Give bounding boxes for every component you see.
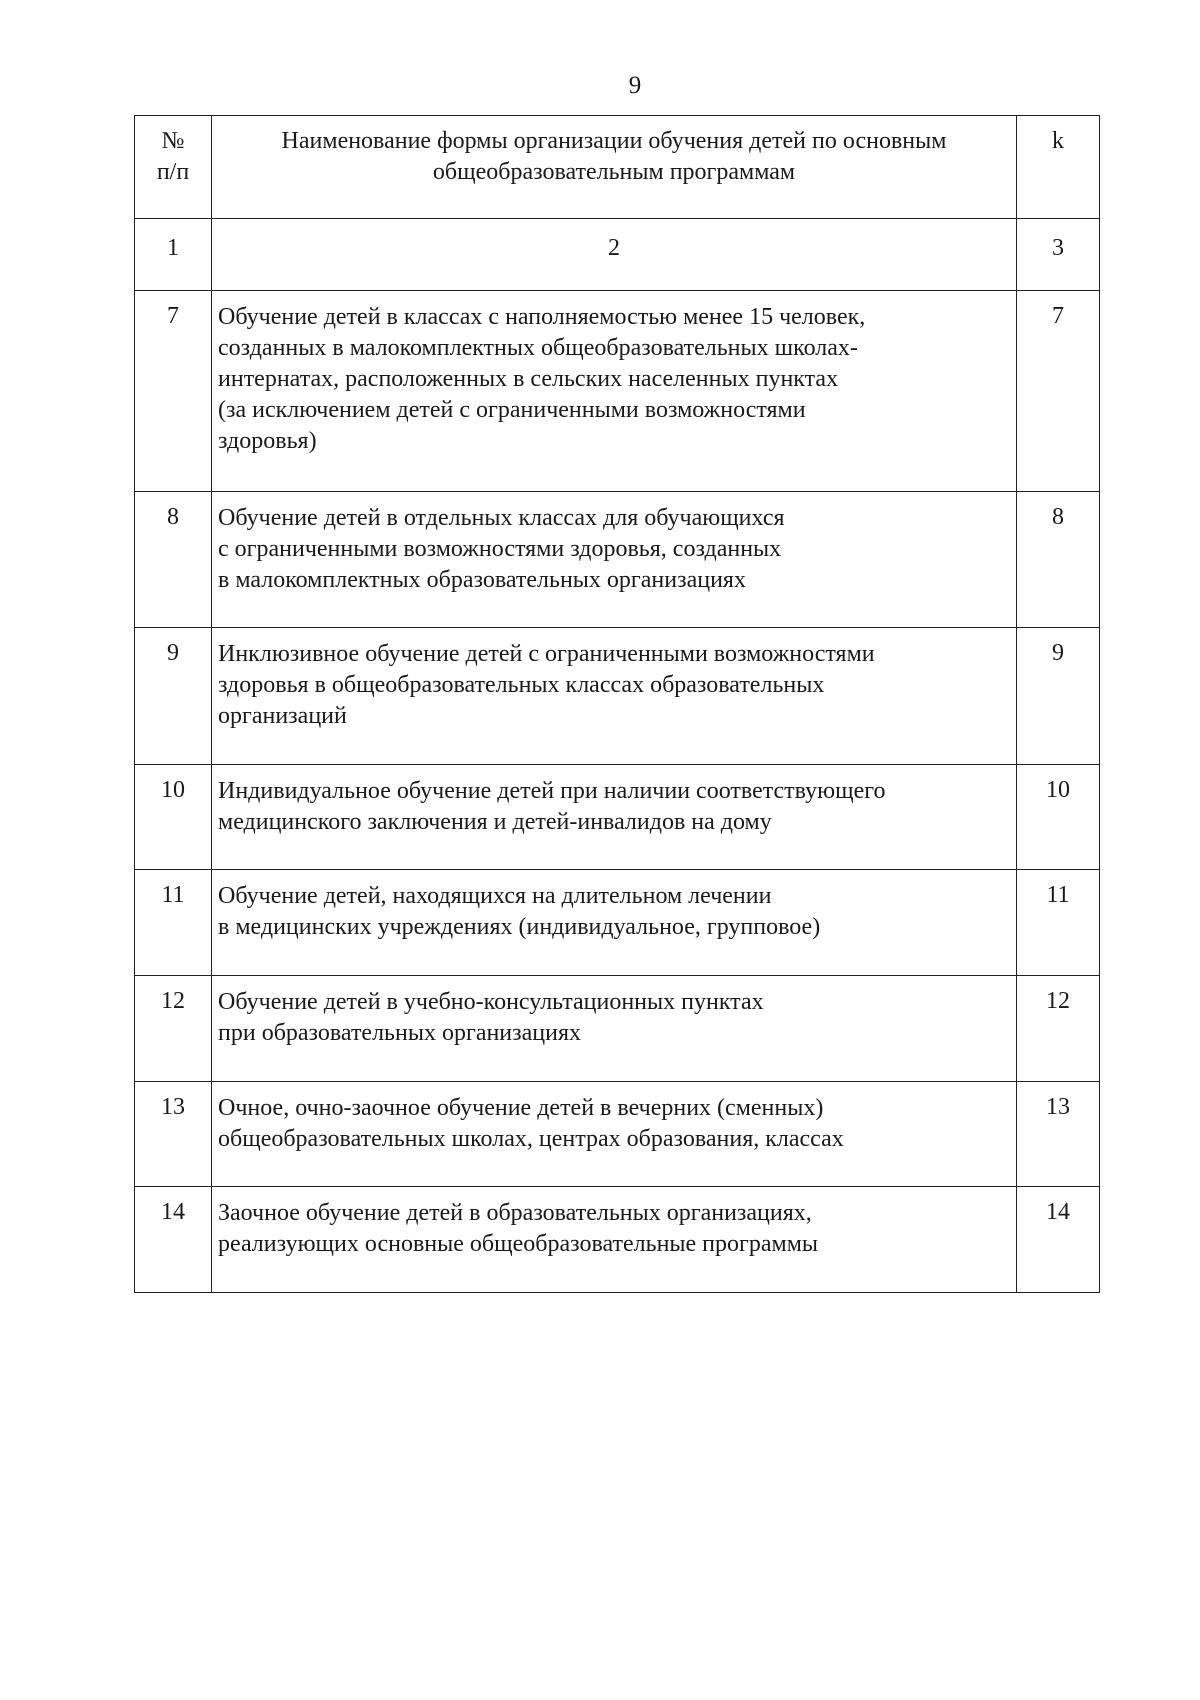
row-name: Обучение детей в учебно-консультационных пунктах при образовательных организациях	[212, 976, 1017, 1082]
row-name: Обучение детей в классах с наполняемостью менее 15 человек, созданных в малокомплектных общеобразовательных школах- интернатах, расположенных в сельских населенных пунктах (за исключением детей с ограниченными возможностями здоровья)	[212, 291, 1017, 492]
table-row	[135, 870, 1100, 976]
row-k: 10	[1017, 765, 1100, 870]
header-k-cell: k	[1017, 116, 1100, 219]
column-number-2: 2	[212, 219, 1017, 291]
table-row	[135, 492, 1100, 628]
row-name: Очное, очно-заочное обучение детей в вечерних (сменных) общеобразовательных школах, центрах образования, классах	[212, 1082, 1017, 1187]
row-number: 10	[135, 765, 212, 870]
header-number-cell: № п/п	[135, 116, 212, 219]
table-header-row	[135, 116, 1100, 219]
row-k: 12	[1017, 976, 1100, 1082]
row-number: 11	[135, 870, 212, 976]
row-name: Инклюзивное обучение детей с ограниченными возможностями здоровья в общеобразовательных классах образовательных организаций	[212, 628, 1017, 765]
row-number: 14	[135, 1187, 212, 1293]
column-number-1: 1	[135, 219, 212, 291]
row-k: 9	[1017, 628, 1100, 765]
row-number: 13	[135, 1082, 212, 1187]
row-number: 8	[135, 492, 212, 628]
row-name: Обучение детей, находящихся на длительном лечении в медицинских учреждениях (индивидуальное, групповое)	[212, 870, 1017, 976]
table-row	[135, 1187, 1100, 1293]
table-row	[135, 291, 1100, 492]
table-row	[135, 628, 1100, 765]
row-number: 7	[135, 291, 212, 492]
row-number: 9	[135, 628, 212, 765]
row-k: 8	[1017, 492, 1100, 628]
row-name: Индивидуальное обучение детей при наличии соответствующего медицинского заключения и детей-инвалидов на дому	[212, 765, 1017, 870]
row-k: 14	[1017, 1187, 1100, 1293]
education-forms-table	[134, 115, 1100, 1293]
row-number: 12	[135, 976, 212, 1082]
column-number-3: 3	[1017, 219, 1100, 291]
table-row	[135, 765, 1100, 870]
row-k: 11	[1017, 870, 1100, 976]
row-k: 7	[1017, 291, 1100, 492]
header-name-cell: Наименование формы организации обучения детей по основным общеобразовательным программам	[212, 116, 1017, 219]
page-number: 9	[628, 72, 642, 99]
column-number-row	[135, 219, 1100, 291]
table-row	[135, 976, 1100, 1082]
row-name: Заочное обучение детей в образовательных организациях, реализующих основные общеобразовательные программы	[212, 1187, 1017, 1293]
row-k: 13	[1017, 1082, 1100, 1187]
row-name: Обучение детей в отдельных классах для обучающихся с ограниченными возможностями здоровья, созданных в малокомплектных образовательных организациях	[212, 492, 1017, 628]
table-row	[135, 1082, 1100, 1187]
